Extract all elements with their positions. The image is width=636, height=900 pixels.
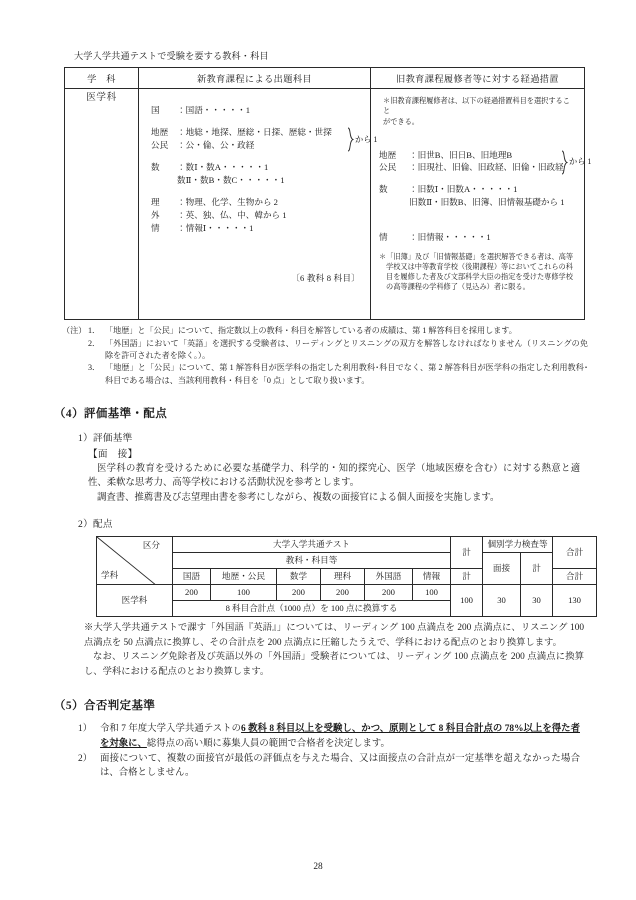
old-subject-line-chireki [379,149,564,162]
subject-value-info: ：情報Ⅰ・・・・・1 [177,222,254,233]
notes-list [88,325,588,386]
score-table-data-row [97,585,597,601]
section4-interview-para1: 医学科の教育を受けるために必要な基礎学力、科学的・知的探究心、医学（地域医療を含む）に対する熱意と適性、柔軟な思考力、高等学校における活動状況を参考とします。 [88,463,580,489]
old-subject-line-math-2 [379,196,578,209]
chireki-komin-group [151,126,378,152]
old-subject-value-chireki: ：旧世B、旧日B、旧地理B [409,149,513,160]
score-footnote-block [84,621,584,679]
cell-new-curriculum [139,89,378,320]
cell-old-curriculum [371,89,592,320]
score-footnote-para1: ※大学入学共通テストで課す「外国語『英語』」については、リーディング 100 点満点を 200 点満点に、リスニング 100 点満点を 50 点満点に換算し、その合計点を 200 点満点に圧縮したうえで、学科における配点のとおり換算します。 [84,623,584,648]
section4-item1-label: 1）評価基準 [78,432,133,444]
old-subject-line-info [379,231,578,244]
score-value-total: 130 [553,585,597,617]
subject-line-math-2 [151,174,364,187]
cell-department: 医学科 [65,89,139,320]
note-text: 「外国語」において「英語」を選択する受験者は、リーディングとリスニングの双方を解答しなければなりません（リスニングの免除を許可された者を除く。）。 [105,338,588,360]
section5-item-2 [78,752,580,781]
section4-heading: （4）評価基準・配点 [54,407,168,420]
subject-value-kokugo: ：国語・・・・・1 [177,105,251,116]
score-value: 100 [413,585,451,601]
subject-table-body-row [65,89,585,320]
curly-brace-icon [561,150,568,175]
subject-value-chireki: ：地総・地探、歴総・日探、歴総・世探 [177,127,332,138]
brace-label-chireki-komin: から 1 [355,134,378,144]
score-header-kei-common: 計 [451,536,483,568]
score-footnote-para2: なお、リスニング免除者及び英語以外の「外国語」受験者については、リーディング 100 点満点を 200 点満点に換算し、学科における配点のとおり換算します。 [84,652,584,677]
section5-text-before: 令和 7 年度大学入学共通テストの [100,724,242,735]
notes-block [62,325,588,386]
score-subject-header: 数学 [277,568,321,584]
subject-line-kokugo [151,104,364,117]
subject-line-komin [151,139,332,152]
old-subject-value-komin: ：旧現社、旧倫、旧政経、旧倫・旧政経 [409,162,564,173]
score-table [96,536,597,618]
note-text: 「地歴」と「公民」について、第 1 解答科目が医学科の指定した利用教科･科目でなく、第 2 解答科目が医学科の指定した利用教科･科目である場合は、当該利用教科・科目を「0 点」として取り扱います。 [105,363,588,385]
section5-text-underlined: 6 教科 8 科目以上を受験し、かつ、原則として 8 科目合計点の 78%以上を得た者を対象に、 [100,724,580,750]
note-number: 2． [88,338,101,348]
subject-line-chireki [151,126,332,139]
subject-total-count: 〔6 教科 8 科目〕 [291,273,360,284]
note-text: 「地歴」と「公民」について、指定数以上の教科・科目を解答している者の成績は、第 1 解答科目を採用します。 [105,326,517,336]
header-new-curriculum: 新教育課程による出題科目 [139,68,371,89]
score-subject-header: 地歴・公民 [211,568,277,584]
score-value: 200 [277,585,321,601]
subject-table [64,67,592,320]
score-value-interview: 30 [483,585,521,617]
subject-table-header-row [65,68,585,89]
score-header-kei-individual: 計 [521,552,553,584]
section5-item-text [100,722,580,751]
section4-interview-label: 【面 接】 [88,448,138,460]
section5-item-number: 1） [78,724,93,735]
score-subject-header: 理科 [321,568,365,584]
subject-label-foreign: 外 [151,209,160,220]
notes-label: （注） [62,326,87,336]
header-dept: 学 科 [65,68,139,89]
section5-text-after: 総得点の高い順に募集人員の範囲で合格者を決定します。 [146,739,390,750]
note-item [88,325,588,337]
subject-line-math-1 [151,161,364,174]
section4-interview-para2: 調査書、推薦書及び志望理由書を参考にしながら、複数の面接官による個人面接を実施します。 [97,492,500,503]
section5-item-number: 2） [78,753,93,764]
subject-label-info: 情 [151,222,160,233]
old-subject-label-chireki: 地歴 [379,149,397,160]
subject-label-math: 数 [151,162,160,173]
score-table-wrap [96,536,588,618]
section5-item-text: 面接について、複数の面接官が最低の評価点を与えた場合、又は面接点の合計点が一定基準を超えなかった場合は、合格としません。 [100,753,580,779]
score-header-subject-group: 教科・科目等 [173,552,451,568]
score-value: 100 [211,585,277,601]
subject-value-science: ：物理、化学、生物から 2 [177,196,278,207]
subject-line-info [151,222,364,235]
score-subject-header: 国語 [173,568,211,584]
note-number: 1． [88,326,101,336]
subject-value-math-1: ：数Ⅰ・数A・・・・・1 [177,162,269,173]
score-header-total-2: 合計 [553,568,597,584]
score-header-total: 合計 [553,536,597,568]
score-corner-cell [97,536,173,585]
old-curriculum-footnote: ＊「旧簿」及び「旧情報基礎」を選択解答できる者は、高等学校又は中等教育学校（後期課程）等においてこれらの科目を履修した者及び文部科学大臣の指定を受けた専修学校の高等課程の学科修了（見込み）者に限る。 [379,253,574,292]
score-value-kei-individual: 30 [521,585,553,617]
subject-table-caption: 大学入学共通テストで受験を要する教科・科目 [74,51,269,61]
note-item [88,338,588,363]
old-subject-value-info: ：旧情報・・・・・1 [409,232,491,243]
score-value: 200 [321,585,365,601]
subject-label-kokugo: 国 [151,105,160,116]
old-chireki-komin-group [379,149,592,175]
score-conversion-note: 8 科目合計点（1000 点）を 100 点に換算する [173,601,451,617]
old-curriculum-intro [379,93,578,126]
score-label-kubun: 区分 [142,539,160,550]
section5-item-1 [78,722,580,751]
subject-value-math-2: 数Ⅱ・数B・数C・・・・・1 [177,174,285,185]
score-row-department: 医学科 [97,585,173,617]
old-curriculum-intro-line1: ＊旧教育課程履修者は、以下の経過措置科目を選択すること [383,97,570,116]
old-subject-line-komin [379,161,564,174]
old-brace-chireki-komin [561,150,592,175]
subject-line-foreign [151,209,364,222]
score-value: 200 [173,585,211,601]
score-value-kei-common: 100 [451,585,483,617]
old-subject-line-math-1 [379,183,578,196]
old-curriculum-intro-line2: ができる。 [383,117,419,126]
subject-label-komin: 公民 [151,140,169,151]
subject-label-science: 理 [151,196,160,207]
score-header-kei-common-2: 計 [451,568,483,584]
section5-heading: （5）合否判定基準 [54,700,156,713]
section4-item2-label: 2）配点 [78,518,113,530]
header-old-curriculum: 旧教育課程履修者等に対する経過措置 [371,68,585,89]
subject-value-komin: ：公・倫、公・政経 [177,140,255,151]
score-label-gakka: 学科 [101,569,119,580]
subject-value-foreign: ：英、独、仏、中、韓から 1 [177,209,287,220]
curly-brace-icon [347,127,354,152]
note-number: 3． [88,363,101,373]
old-subject-label-komin: 公民 [379,162,397,173]
score-subject-header: 情報 [413,568,451,584]
old-subject-value-math-2: 旧数Ⅱ・旧数B、旧簿、旧情報基礎から 1 [409,197,565,208]
subject-label-chireki: 地歴 [151,127,169,138]
score-header-interview: 面接 [483,552,521,584]
old-subject-value-math-1: ：旧数Ⅰ・旧数A・・・・・1 [409,184,518,195]
score-value: 200 [365,585,413,601]
old-subject-label-info: 情 [379,232,388,243]
note-item [88,362,588,387]
subject-line-science [151,196,364,209]
page-number: 28 [313,862,323,872]
old-brace-label: から 1 [569,156,592,166]
score-header-common-test: 大学入学共通テスト [173,536,451,552]
old-subject-label-math: 数 [379,184,388,195]
score-header-individual-exam: 個別学力検査等 [483,536,553,552]
score-table-row-1 [97,536,597,552]
score-subject-header: 外国語 [365,568,413,584]
